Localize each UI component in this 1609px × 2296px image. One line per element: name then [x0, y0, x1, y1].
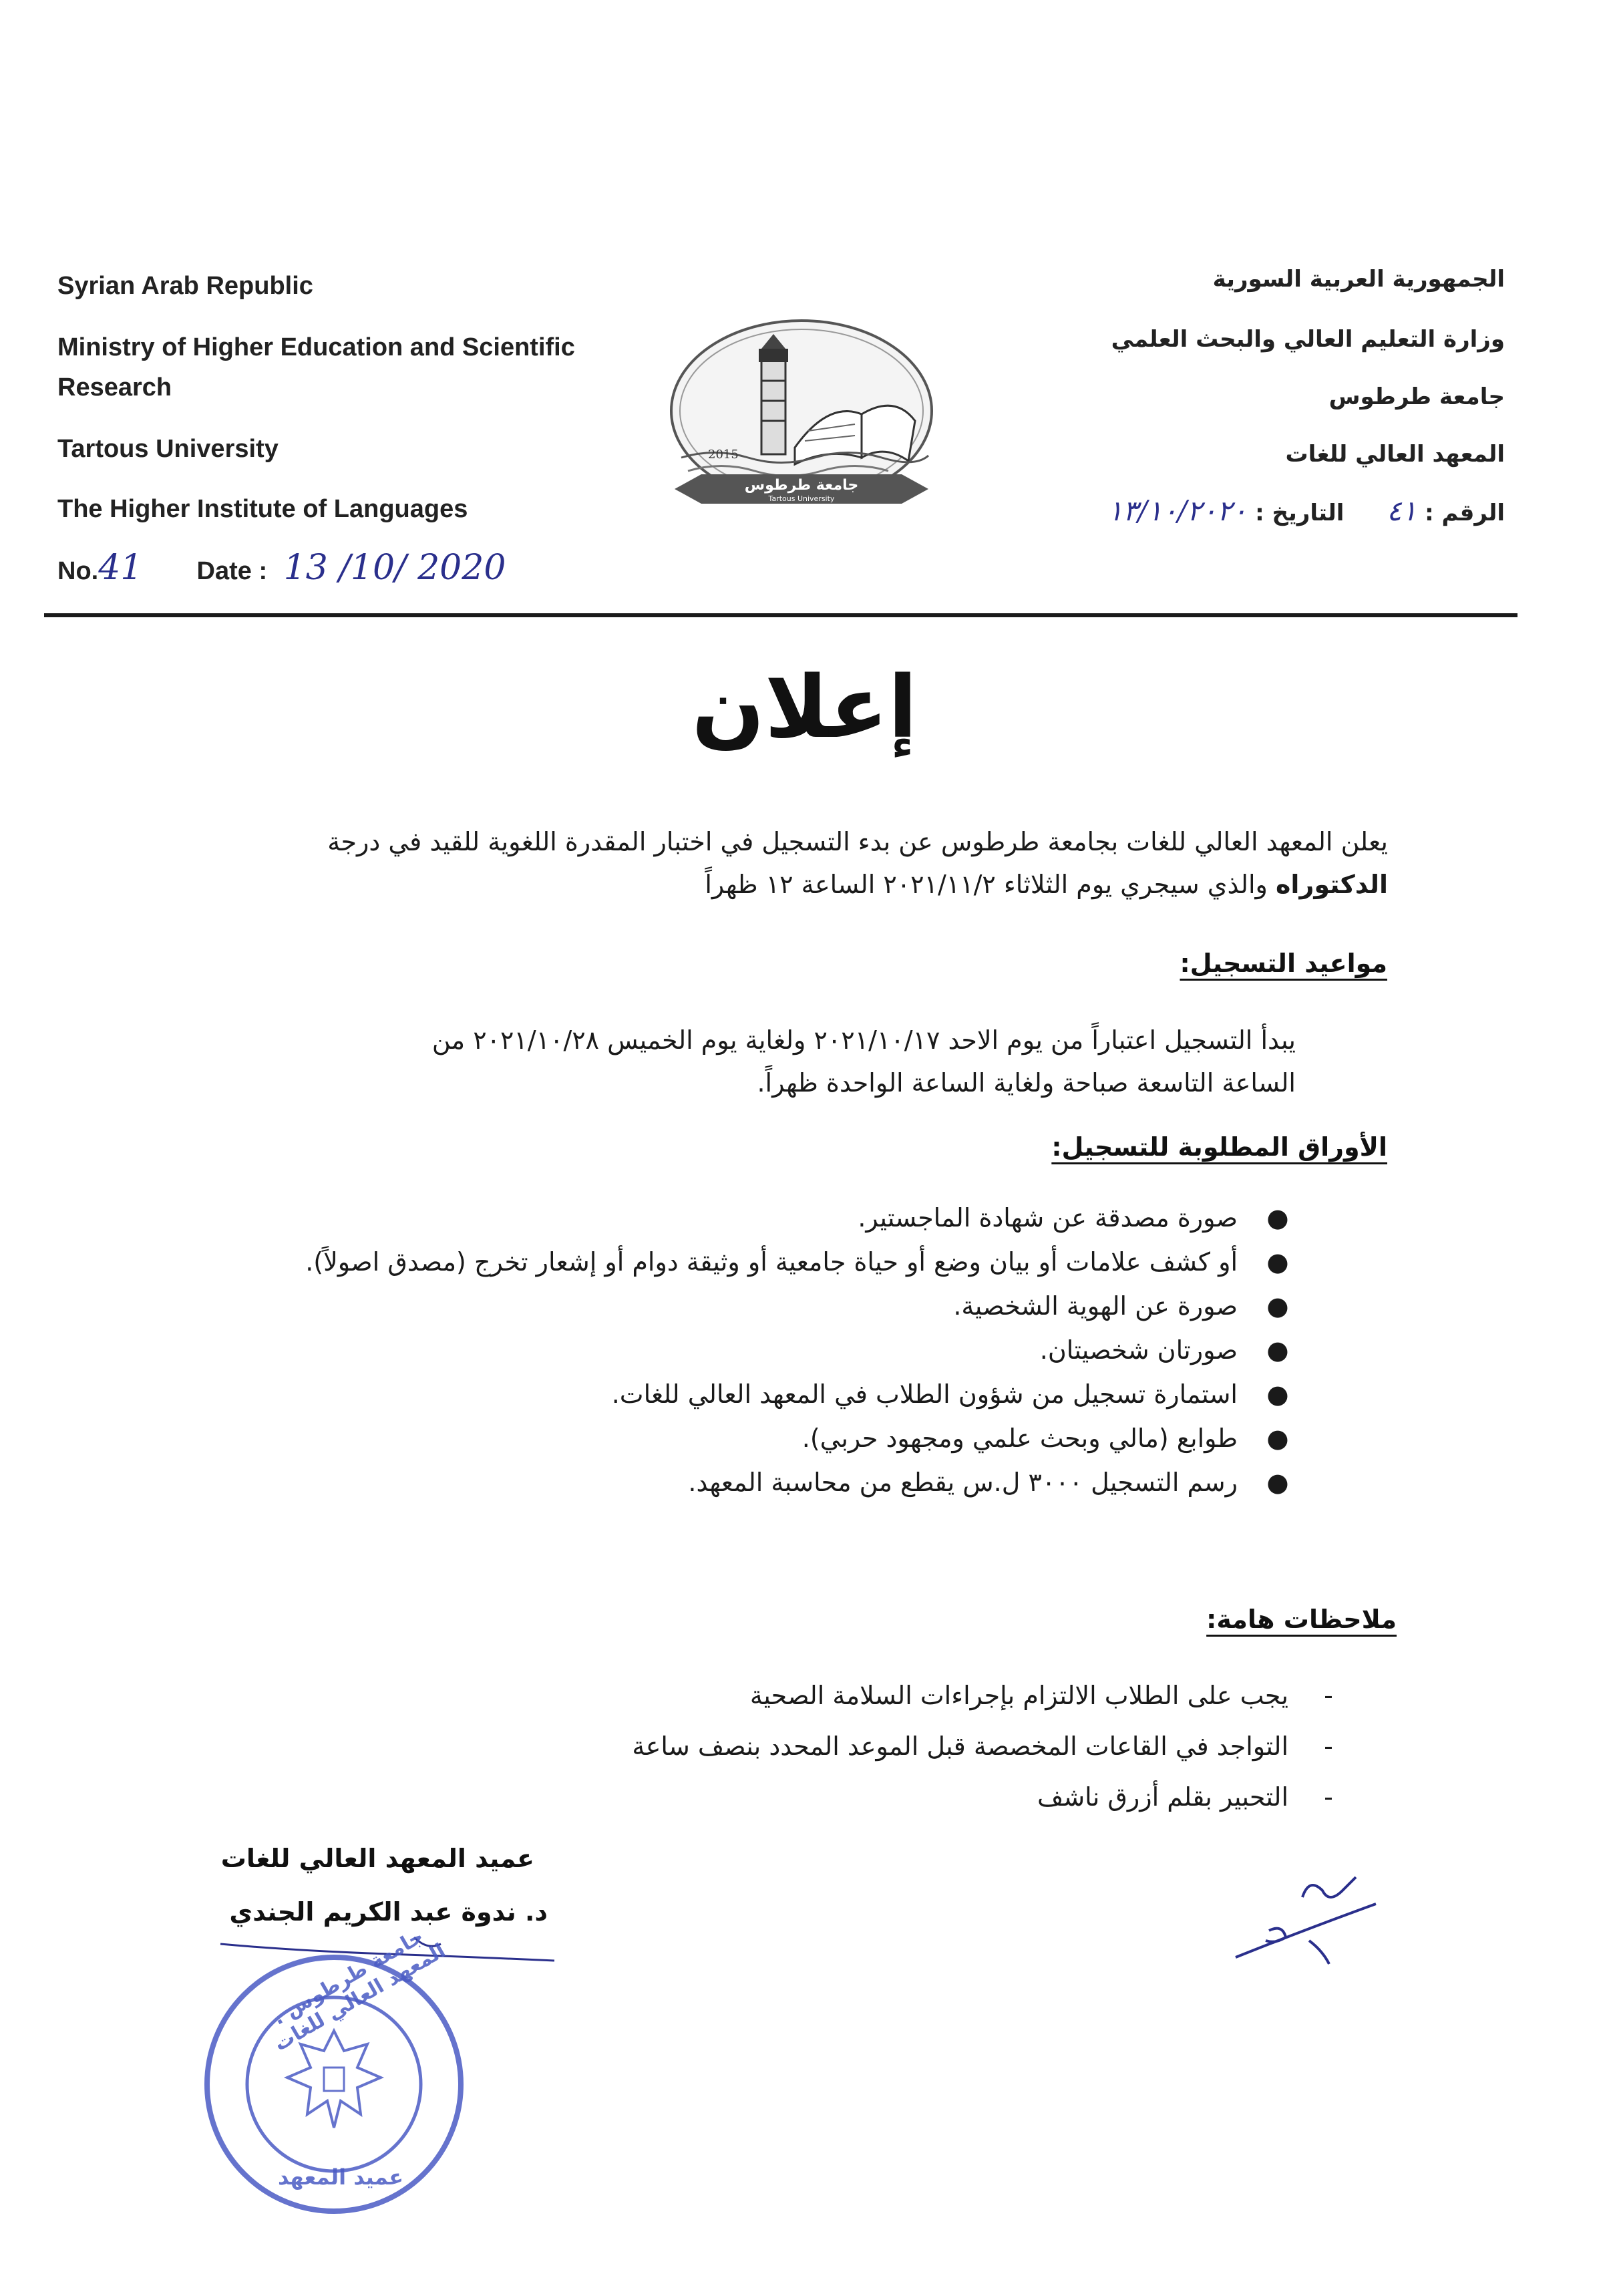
notes-heading: ملاحظات هامة: — [1206, 1605, 1397, 1634]
ref-no-label-ar: الرقم : — [1425, 500, 1505, 526]
ref-no-value-ar: ٤١ — [1387, 494, 1417, 527]
header-ref-en — [57, 548, 659, 591]
header-divider — [44, 613, 1517, 617]
signatory-name: د. ندوة عبد الكريم الجندي — [229, 1897, 548, 1927]
list-item: ● رسم التسجيل ٣٠٠٠ ل.س يقطع من محاسبة المعهد. — [688, 1468, 1289, 1497]
list-item: ● صورتان شخصيتان. — [1039, 1335, 1289, 1365]
intro-degree: الدكتوراه — [1275, 870, 1388, 899]
header-university-ar: جامعة طرطوس — [1328, 383, 1505, 410]
signatory-role: عميد المعهد العالي للغات — [220, 1844, 534, 1873]
logo-year: 2015 — [708, 448, 739, 462]
list-item: ● صورة عن الهوية الشخصية. — [953, 1291, 1289, 1321]
intro-line2 — [200, 863, 1388, 906]
list-item: ● أو كشف علامات أو بيان وضع أو حياة جامعية أو وثيقة دوام أو إشعار تخرج (مصدق اصولاً). — [305, 1247, 1289, 1277]
list-item: ● طوابع (مالي وبحث علمي ومجهود حربي). — [801, 1424, 1289, 1453]
university-logo — [661, 314, 942, 521]
header-ministry-ar: وزارة التعليم العالي والبحث العلمي — [1111, 326, 1505, 353]
official-stamp — [200, 1925, 468, 2218]
list-item: ● صورة مصدقة عن شهادة الماجستير. — [858, 1203, 1289, 1233]
ref-date-value-en: 13 /10/ 2020 — [283, 548, 506, 588]
registration-line1: يبدأ التسجيل اعتباراً من يوم الاحد ٢٠٢١/١٠/١٧ ولغاية يوم الخميس ٢٠٢١/١٠/٢٨ من — [431, 1025, 1296, 1055]
list-item: - التحبير بقلم أزرق ناشف — [1037, 1782, 1333, 1812]
ref-date-value-ar: ١٣/١٠/٢٠٢٠ — [1107, 494, 1248, 527]
list-item: ● استمارة تسجيل من شؤون الطلاب في المعهد العالي للغات. — [611, 1379, 1289, 1409]
documents-list — [196, 1196, 1291, 1504]
registration-heading: مواعيد التسجيل: — [1180, 949, 1387, 978]
header-institute-en: The Higher Institute of Languages — [57, 495, 468, 523]
list-item: - التواجد في القاعات المخصصة قبل الموعد المحدد بنصف ساعة — [632, 1732, 1333, 1761]
ref-date-label-en: Date : — [196, 557, 268, 585]
header-university-en: Tartous University — [57, 435, 279, 463]
logo-name-en: Tartous University — [768, 494, 835, 503]
registration-line2: الساعة التاسعة صباحة ولغاية الساعة الواحدة ظهراً. — [757, 1068, 1296, 1098]
header-ministry-en: Ministry of Higher Education and Scientific Research — [57, 333, 575, 401]
documents-heading: الأوراق المطلوبة للتسجيل: — [1051, 1132, 1387, 1162]
registration-paragraph — [200, 1019, 1296, 1104]
ref-no-label-en: No. — [57, 557, 99, 585]
list-item: - يجب على الطلاب الالتزام بإجراءات السلامة الصحية — [749, 1681, 1333, 1710]
header-institute-ar: المعهد العالي للغات — [1285, 441, 1505, 468]
intro-line1: يعلن المعهد العالي للغات بجامعة طرطوس عن بدء التسجيل في اختبار المقدرة اللغوية للقيد في درجة — [327, 827, 1388, 856]
intro-paragraph — [200, 820, 1388, 906]
notes-list — [246, 1670, 1342, 1822]
logo-name-ar: جامعة طرطوس — [744, 477, 859, 494]
header-country-ar: الجمهورية العربية السورية — [1212, 266, 1505, 293]
ref-no-value-en: 41 — [98, 548, 143, 588]
stamp-text: جامعة طرطوس . المعهد العالي للغات — [269, 1925, 450, 2056]
ref-date-label-ar: التاريخ : — [1255, 500, 1345, 526]
signature-scribble-right — [1229, 1864, 1389, 1971]
announcement-title: إعلان — [691, 658, 918, 758]
intro-line2-rest: والذي سيجري يوم الثلاثاء ٢٠٢١/١١/٢ الساعة ١٢ ظهراً — [705, 870, 1276, 899]
header-country-en: Syrian Arab Republic — [57, 272, 313, 300]
header-ref-ar — [970, 494, 1505, 527]
stamp-bottom-text: عميد المعهد — [277, 2164, 404, 2190]
